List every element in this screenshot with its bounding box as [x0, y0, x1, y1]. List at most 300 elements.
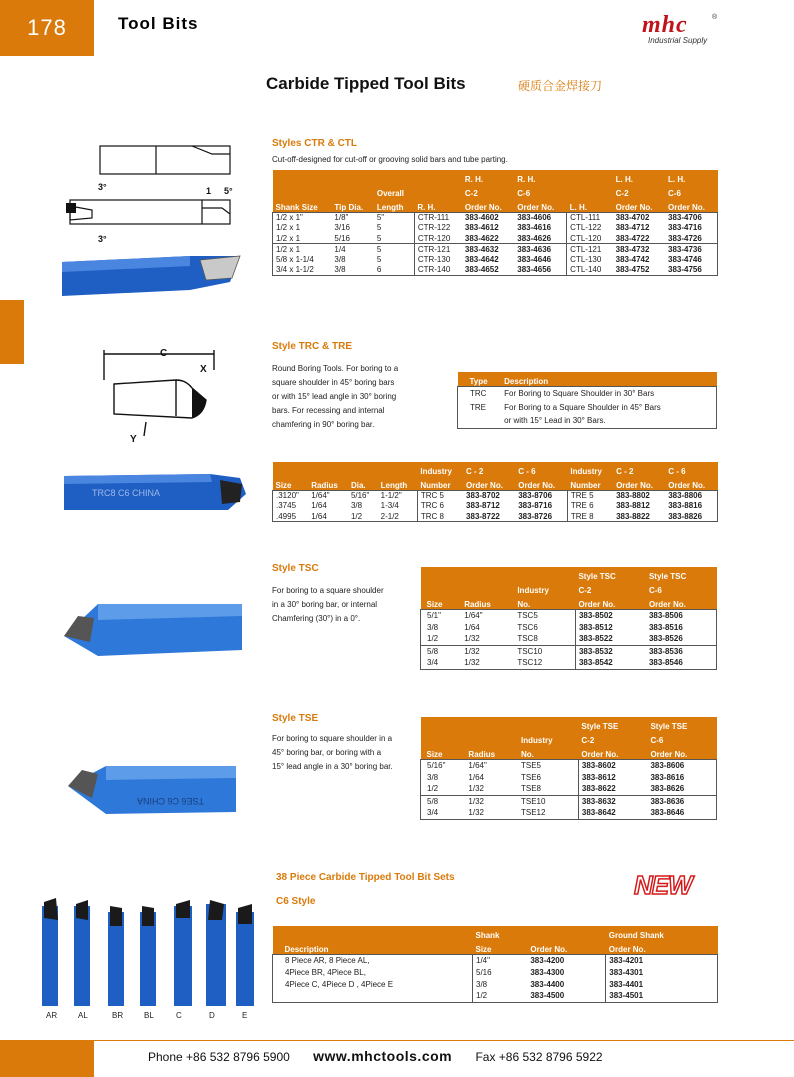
cell: TSE6 [520, 772, 541, 782]
cell: TRE [470, 402, 486, 412]
desc-line: square shoulder in 45° boring bars [272, 378, 395, 387]
bit-label: BL [144, 1011, 154, 1020]
cell: 383-8806 [668, 491, 703, 500]
th: Number [567, 476, 613, 490]
cell: 5 [376, 233, 382, 243]
th: Radius [461, 595, 514, 609]
table-row [273, 223, 718, 234]
th: C-6 [647, 731, 716, 745]
cell: 1/8" [334, 213, 349, 222]
cell: 383-8532 [575, 645, 646, 657]
tsc-section-title: Style TSC [272, 563, 319, 574]
cell: 383-4626 [517, 233, 552, 243]
th: C-2 [575, 581, 646, 595]
cell [273, 990, 473, 1002]
th [567, 170, 613, 184]
new-badge: NEW [634, 870, 692, 900]
cell: 383-4500 [530, 991, 565, 1001]
cell: TRC 6 [417, 501, 463, 512]
table-row [273, 244, 718, 255]
cell: 383-8536 [646, 645, 717, 657]
cell: 6 [376, 265, 382, 274]
cell: For Boring to Square Shoulder in 30° Bars [504, 388, 655, 398]
cell: 383-4736 [665, 244, 717, 255]
table-row [273, 501, 718, 512]
cell: 5" [376, 213, 385, 222]
table-row [273, 254, 718, 265]
th [331, 170, 373, 184]
th [308, 462, 348, 476]
desc-line: or with 15° lead angle in 30° boring [272, 392, 397, 401]
drawing-label-y: Y [130, 434, 137, 444]
cell: 383-4722 [615, 233, 650, 243]
cell: 383-4636 [514, 244, 566, 255]
table-row [421, 807, 717, 819]
cell: 383-8812 [616, 501, 650, 511]
th: R. H. [414, 198, 462, 212]
th: Industry [518, 731, 578, 745]
cell: 383-4732 [613, 244, 665, 255]
bit-label: AR [46, 1011, 58, 1020]
desc-line: 15° lead angle in a 30° boring bar. [272, 762, 393, 771]
th: Description [273, 940, 473, 954]
cell: 383-4612 [464, 223, 499, 233]
cell: 1/32 [468, 784, 484, 794]
th: Overall [374, 184, 414, 198]
cell: CTL-120 [567, 233, 613, 244]
cell: 5/16 [473, 966, 528, 978]
cell: 8 Piece AR, 8 Piece AL, [285, 955, 370, 965]
th: Shank [473, 926, 528, 940]
cell: 383-4632 [462, 244, 514, 255]
cell: 1/32 [461, 645, 514, 657]
cell: 383-8622 [578, 783, 647, 795]
cell: TRE 5 [567, 490, 613, 501]
cell: 3/16 [334, 223, 350, 233]
table-row [421, 609, 717, 621]
cell: 383-4300 [530, 967, 565, 977]
th: Order No. [665, 198, 717, 212]
th [518, 717, 578, 731]
th: Style TSE [647, 717, 716, 731]
cell: 383-8702 [466, 491, 500, 500]
cell: CTR-111 [414, 212, 462, 223]
cell: 5/16" [350, 491, 370, 500]
cell: 383-4652 [464, 265, 499, 274]
cell: 5/16 [334, 233, 350, 243]
cell: or with 15° Lead in 30° Bars. [504, 416, 606, 426]
th: Order No. [463, 476, 515, 490]
th: Order No. [527, 940, 605, 954]
th: Type [458, 372, 502, 386]
cell: 383-4602 [464, 213, 499, 222]
th [273, 462, 309, 476]
th: Order No. [514, 198, 566, 212]
drawing-dim-top: 1 [206, 186, 212, 196]
cell: 5/8 [421, 795, 466, 807]
cell: 1/2 x 1 [273, 244, 332, 255]
cell: 5 [376, 254, 382, 264]
cell: 383-4501 [606, 990, 718, 1002]
th [567, 184, 613, 198]
th: Order No. [613, 476, 665, 490]
cell: 383-8632 [578, 795, 647, 807]
cell: TSE10 [518, 795, 578, 807]
th: Style TSC [646, 567, 717, 581]
th [273, 170, 332, 184]
cell: 3/8 [427, 772, 439, 782]
cell: 383-4201 [606, 954, 718, 966]
th: R. H. [514, 170, 566, 184]
cell: 383-8646 [650, 808, 685, 818]
sets-section-title: 38 Piece Carbide Tipped Tool Bit Sets [276, 872, 455, 883]
cell: 383-8542 [575, 657, 646, 669]
th: Size [421, 745, 466, 759]
cell: 5/8 x 1-1/4 [276, 254, 314, 264]
th [273, 926, 473, 940]
tsc-spec-table [420, 567, 717, 670]
tse-tool-photo [64, 756, 244, 820]
cell: 1/2 [427, 634, 439, 644]
cell: 1/64 [311, 501, 327, 511]
tsc-tool-photo [58, 598, 248, 662]
th: Length [378, 476, 418, 490]
cell: 383-8546 [648, 658, 683, 668]
cell [458, 414, 502, 428]
cell: 5/1" [427, 610, 441, 620]
drawing-angle-bottom: 3° [98, 234, 107, 244]
cell: 383-8606 [650, 760, 685, 770]
table-row [421, 633, 717, 645]
cell: 383-4646 [517, 254, 552, 264]
cell: 4Piece C, 4Piece D , 4Piece E [285, 979, 394, 989]
cell: For Boring to a Square Shoulder in 45° Bars [504, 402, 661, 412]
cell: 383-4756 [668, 265, 702, 274]
th [414, 170, 462, 184]
th: Order No. [613, 198, 665, 212]
th [465, 717, 518, 731]
cell: 3/8 [427, 622, 439, 632]
th: Dia. [348, 476, 378, 490]
cell: 1-1/2" [380, 491, 402, 500]
cell: 1/32 [468, 808, 484, 818]
th [421, 717, 466, 731]
footer-accent [0, 1040, 94, 1077]
trc-section-title: Style TRC & TRE [272, 341, 353, 352]
page-title-chinese: 硬质合金焊接刀 [518, 79, 603, 93]
desc-line: For boring to a square shoulder [272, 586, 384, 595]
drawing-angle-top: 3° [98, 182, 107, 192]
th [378, 462, 418, 476]
th: No. [518, 745, 578, 759]
bit-label: AL [78, 1011, 88, 1020]
cell: 5/16" [427, 760, 446, 770]
cell: 383-8526 [648, 634, 683, 644]
cell: CTL-121 [567, 244, 613, 255]
th: L. H. [613, 170, 665, 184]
cell: CTR-130 [414, 254, 462, 265]
table-row [421, 759, 717, 771]
cell: 383-8712 [466, 501, 500, 511]
table-row [421, 621, 717, 633]
cell: 1/64 [468, 772, 484, 782]
th: C-6 [646, 581, 717, 595]
cell: 3/4 x 1-1/2 [276, 265, 314, 274]
th: Industry [567, 462, 613, 476]
cell: 1/32 [464, 658, 480, 668]
desc-line: in a 30° boring bar, or internal [272, 600, 378, 609]
footer-divider [94, 1040, 794, 1041]
cell: 383-4702 [615, 213, 650, 222]
cell: 383-4616 [517, 223, 552, 233]
cell: 3/4 [427, 808, 439, 818]
cell: TRC 8 [417, 511, 463, 522]
cell: 383-8506 [648, 610, 683, 620]
cell: TSE12 [520, 808, 546, 818]
cell: 3/8 [334, 265, 346, 274]
bit-label: D [209, 1011, 215, 1020]
th [461, 581, 514, 595]
cell: 383-4716 [668, 223, 702, 233]
th: Style TSE [578, 717, 647, 731]
cell: CTL-111 [567, 212, 613, 223]
cell: 383-8802 [616, 491, 650, 500]
cell: TSE5 [520, 760, 541, 770]
page-title: Carbide Tipped Tool Bits [266, 74, 466, 93]
cell: 383-8522 [575, 633, 646, 645]
th: R. H. [462, 170, 514, 184]
cell: CTL-140 [567, 265, 613, 276]
ctr-description: Cut-off-designed for cut-off or grooving solid bars and tube parting. [272, 155, 508, 164]
th [421, 731, 466, 745]
th: C-2 [578, 731, 647, 745]
th: Size [273, 476, 309, 490]
th: Order No. [578, 745, 647, 759]
cell: 383-4301 [606, 966, 718, 978]
cell: 383-8706 [518, 491, 553, 500]
table-row [273, 990, 718, 1002]
th: Size [421, 595, 462, 609]
cell: 1/2 [473, 990, 528, 1002]
cell: 383-8516 [648, 622, 683, 632]
cell: 1/32 [464, 634, 480, 644]
cell: 383-8826 [668, 511, 703, 521]
cell: 383-8636 [647, 795, 716, 807]
th: Number [417, 476, 463, 490]
table-row [273, 490, 718, 501]
th [331, 184, 373, 198]
cell: TSC10 [514, 645, 575, 657]
cell: 383-8626 [650, 784, 685, 794]
cell: 1-3/4 [380, 501, 399, 511]
th: Style TSC [575, 567, 646, 581]
th: Order No. [575, 595, 646, 609]
cell: 383-4742 [615, 254, 650, 264]
cell: 383-4746 [668, 254, 702, 264]
cell: 1/64" [311, 491, 330, 500]
tse-tool-marking: TSE6 C6 CHINA [136, 796, 204, 806]
cell: TRC 5 [417, 490, 463, 501]
company-logo [642, 14, 722, 48]
th: Order No. [665, 476, 717, 490]
cell: 383-8816 [668, 501, 703, 511]
cell: 1/64 [464, 622, 480, 632]
cell: 1/2 x 1 [276, 233, 301, 243]
trc-type-table [457, 372, 717, 429]
table-row [458, 386, 717, 400]
sets-spec-table [272, 926, 718, 1003]
cell: TSC5 [517, 610, 538, 620]
cell: 383-4622 [464, 233, 499, 243]
ctr-technical-drawing [62, 136, 252, 246]
cell: .3120" [276, 491, 299, 500]
cell: 383-8722 [466, 511, 500, 521]
footer-website-link[interactable]: www.mhctools.com [313, 1048, 453, 1064]
tse-spec-table [420, 717, 717, 820]
th: C - 2 [463, 462, 515, 476]
th: Industry [514, 581, 575, 595]
cell: 383-4606 [517, 213, 552, 222]
cell: CTR-121 [414, 244, 462, 255]
th: No. [514, 595, 575, 609]
cell: 3/8 [473, 978, 528, 990]
cell: 5 [374, 244, 414, 255]
th [421, 581, 462, 595]
th [527, 926, 605, 940]
cell: 1/64" [468, 760, 487, 770]
logo-subtitle: Industrial Supply [648, 36, 708, 45]
footer-phone: Phone +86 532 8796 5900 [148, 1050, 290, 1064]
th [461, 567, 514, 581]
table-row [421, 783, 717, 795]
table-row [458, 414, 717, 428]
th [273, 184, 332, 198]
cell: 1/64" [464, 610, 483, 620]
cell: 383-8716 [518, 501, 553, 511]
desc-line: For boring to square shoulder in a [272, 734, 393, 743]
th: Order No. [462, 198, 514, 212]
desc-line: Chamfering (30°) in a 0°. [272, 614, 361, 623]
table-row [273, 233, 718, 244]
logo-registered: ® [712, 14, 718, 21]
cell: 383-8726 [518, 511, 553, 521]
th: Radius [308, 476, 348, 490]
th: Shank Size [273, 198, 332, 212]
tse-description [272, 732, 393, 774]
th: C - 6 [515, 462, 567, 476]
cell: TSC6 [517, 622, 538, 632]
cell: CTR-120 [414, 233, 462, 244]
table-row [273, 954, 718, 966]
ctr-section-title: Styles CTR & CTL [272, 138, 358, 149]
cell: 383-8616 [650, 772, 685, 782]
table-row [421, 645, 717, 657]
table-row [421, 771, 717, 783]
cell: 1/64 [311, 511, 327, 521]
th: Ground Shank [606, 926, 718, 940]
th [465, 731, 518, 745]
logo-mark: mhc [642, 12, 688, 38]
th [374, 170, 414, 184]
bit-label: E [242, 1011, 248, 1020]
cell: 3/8 [350, 501, 363, 511]
cell: TRE 6 [567, 501, 613, 512]
ctr-tool-photo [60, 252, 248, 302]
cell: CTR-140 [414, 265, 462, 276]
cell: 383-4656 [517, 265, 552, 274]
th: L. H. [567, 198, 613, 212]
table-row [273, 511, 718, 522]
table-row [273, 966, 718, 978]
tse-section-title: Style TSE [272, 713, 319, 724]
cell: 1/2 x 1" [276, 213, 303, 222]
th [348, 462, 378, 476]
trc-technical-drawing [96, 344, 226, 444]
th [414, 184, 462, 198]
cell: 1/2 [427, 784, 439, 794]
cell: 383-8612 [578, 771, 647, 783]
desc-line: Round Boring Tools. For boring to a [272, 364, 399, 373]
cell: 383-4200 [530, 955, 565, 965]
side-tab [0, 300, 24, 364]
cell: 1/2 [350, 511, 363, 521]
cell: 3/4 [427, 658, 439, 668]
cell: TSC12 [517, 658, 543, 668]
cell: TRE 8 [567, 511, 613, 522]
cell: .3745 [276, 501, 297, 511]
th: C - 2 [613, 462, 665, 476]
cell: 383-4712 [615, 223, 650, 233]
table-row [421, 657, 717, 669]
cell: 1/4" [473, 954, 528, 966]
bit-label: C [176, 1011, 182, 1020]
cell: 383-8822 [616, 511, 650, 521]
table-row [273, 978, 718, 990]
th: Industry [417, 462, 463, 476]
th: Order No. [646, 595, 717, 609]
cell: 383-8602 [578, 759, 647, 771]
table-row [421, 795, 717, 807]
tsc-description [272, 584, 384, 626]
table-row [273, 212, 718, 223]
cell: 4Piece BR, 4Piece BL, [285, 967, 366, 977]
cell: 383-4400 [530, 979, 565, 989]
cell: 383-4752 [615, 265, 650, 274]
th: Size [473, 940, 528, 954]
cell: 383-8642 [578, 807, 647, 819]
trc-spec-table [272, 462, 718, 522]
cell: CTR-122 [414, 223, 462, 234]
cell: 383-8512 [575, 621, 646, 633]
table-row [458, 400, 717, 414]
cell: 2-1/2 [380, 511, 399, 521]
cell: 383-4726 [668, 233, 702, 243]
th [421, 567, 462, 581]
th: C-2 [613, 184, 665, 198]
cell: 1/32 [465, 795, 518, 807]
th [514, 567, 575, 581]
trc-tool-photo [62, 470, 248, 516]
drawing-label-x: X [200, 364, 207, 375]
th: Length [374, 198, 414, 212]
header-title: Tool Bits [118, 14, 199, 33]
sets-subtitle: C6 Style [276, 896, 316, 907]
desc-line: bars. For recessing and internal [272, 406, 385, 415]
th: Tip Dia. [331, 198, 373, 212]
cell: .4995 [276, 511, 297, 521]
cell: 5 [376, 223, 382, 233]
cell: 3/8 [334, 254, 346, 264]
